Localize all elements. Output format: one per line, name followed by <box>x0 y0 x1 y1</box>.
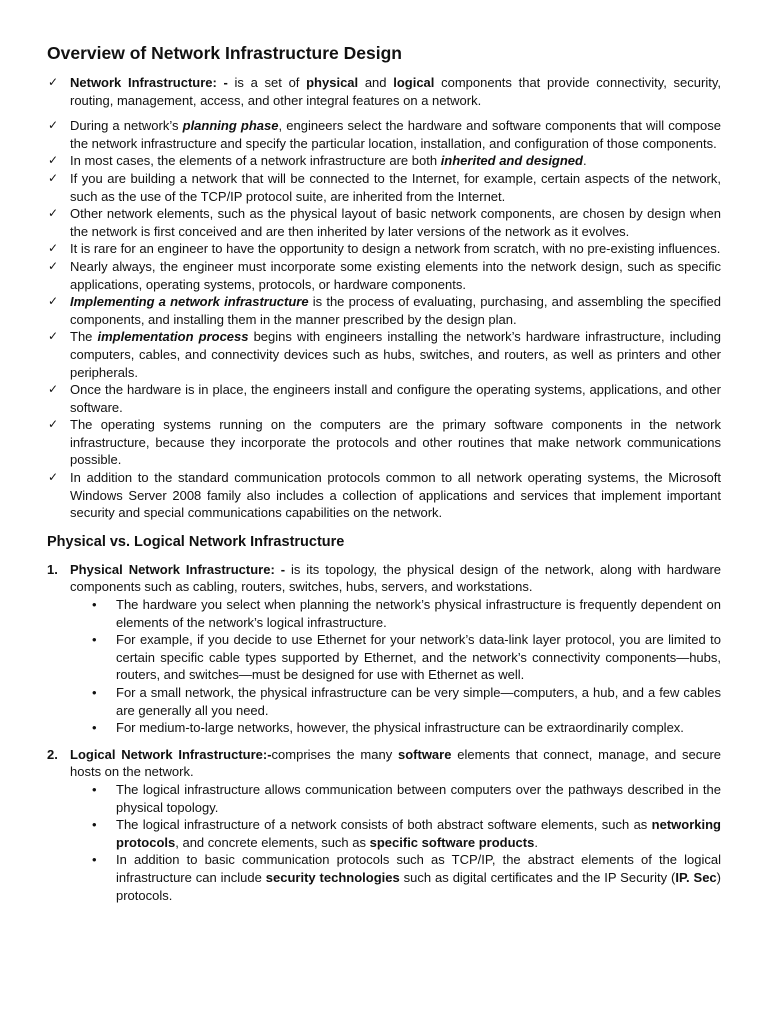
bullet-icon: • <box>92 685 97 700</box>
checklist-item <box>47 328 721 381</box>
emphasized-text: security technologies <box>265 869 400 885</box>
infrastructure-types-list <box>47 561 721 904</box>
checkmark-icon: ✓ <box>48 294 59 309</box>
bullet-item <box>92 684 721 719</box>
checklist-item <box>47 205 721 240</box>
checklist-item <box>47 293 721 328</box>
checkmark-icon: ✓ <box>48 417 59 432</box>
text-run: The <box>70 329 98 345</box>
page-title: Overview of Network Infrastructure Design <box>47 43 402 63</box>
text-run: and <box>358 75 394 90</box>
text-run: For medium-to-large networks, however, the physical infrastructure can be extraordinarily complex. <box>116 720 684 736</box>
checklist-item <box>47 416 721 469</box>
text-run: If you are building a network that will be connected to the Internet, for example, certain aspects of the network, such as the use of the TCP/IP protocol suite, are inherited from the Internet. <box>70 170 721 204</box>
text-run: . <box>534 834 538 850</box>
text-run: is its topology, the physical design of the network, along with hardware components such as cabling, routers, switches, hubs, servers, and workstations. <box>70 561 721 595</box>
checkmark-icon: ✓ <box>48 241 59 256</box>
bullet-item <box>92 596 721 631</box>
bullet-icon: • <box>92 817 97 833</box>
text-run: comprises the many <box>271 746 398 762</box>
bullet-icon: • <box>92 781 97 797</box>
bullet-item <box>92 781 721 816</box>
bullet-icon: • <box>92 720 97 736</box>
bullet-item <box>92 851 722 904</box>
checkmark-icon: ✓ <box>48 153 59 168</box>
numbered-item <box>47 746 721 904</box>
text-run: The hardware you select when planning the network’s physical infrastructure is frequently dependent on elements of the network’s logical infrastructure. <box>116 597 721 630</box>
checklist-item <box>47 469 721 522</box>
text-run: During a network’s <box>70 118 183 134</box>
checklist-item <box>47 74 721 109</box>
emphasized-text: Implementing a network infrastructure <box>70 294 309 310</box>
emphasized-text: software <box>397 746 452 762</box>
item-number: 1. <box>47 561 58 577</box>
text-run: is the process of evaluating, purchasing, and assembling the specified components, and installing them in the manner prescribed by the design plan. <box>70 294 722 327</box>
checkmark-icon: ✓ <box>48 75 59 89</box>
checklist-item <box>47 152 721 170</box>
text-run: The operating systems running on the computers are the primary software components in the network infrastructure, because they incorporate the protocols and other routines that make network communications possible. <box>70 417 721 468</box>
bullet-list <box>70 596 721 737</box>
text-run: Other network elements, such as the physical layout of basic network components, are chosen by design when the network is first conceived and are then inherited by later versions of the network as it evolves. <box>70 206 721 239</box>
emphasized-text: networking protocols <box>116 817 721 850</box>
emphasized-text: physical <box>306 75 359 90</box>
emphasized-text: planning phase <box>182 118 279 134</box>
checkmark-icon: ✓ <box>48 118 59 133</box>
emphasized-text: logical <box>393 75 435 90</box>
checkmark-icon: ✓ <box>48 329 59 344</box>
checklist-item <box>47 170 721 205</box>
overview-checklist <box>47 74 721 522</box>
bullet-icon: • <box>92 852 97 868</box>
checklist-item <box>47 117 721 152</box>
checkmark-icon: ✓ <box>48 382 59 397</box>
item-definition <box>70 561 721 596</box>
bullet-list <box>70 781 721 904</box>
text-run: The logical infrastructure of a network consists of both abstract software elements, such as <box>116 817 652 833</box>
bullet-item <box>92 631 721 684</box>
bullet-item <box>92 816 721 851</box>
text-run: In addition to basic communication protocols such as TCP/IP, the abstract elements of the logical infrastructure can include <box>116 852 721 885</box>
text-run: In most cases, the elements of a network infrastructure are both <box>70 153 441 169</box>
emphasized-text: Logical Network Infrastructure:- <box>70 746 272 762</box>
bullet-icon: • <box>92 632 97 648</box>
emphasized-text: Physical Network Infrastructure: - <box>70 561 291 577</box>
text-run: In addition to the standard communication protocols common to all network operating systems, the Microsoft Windows Server 2008 family also includes a collection of applications and services that implement important security and special communications capabilities on the network. <box>70 470 721 521</box>
checkmark-icon: ✓ <box>48 170 59 185</box>
text-run: It is rare for an engineer to have the opportunity to design a network from scratch, with no pre-existing influences. <box>70 241 721 257</box>
text-run: The logical infrastructure allows communication between computers over the pathways described in the physical topology. <box>116 781 721 815</box>
emphasized-text: implementation process <box>97 329 249 345</box>
text-run: components that provide connectivity, security, routing, management, access, and other integral features on a network. <box>70 75 721 108</box>
emphasized-text: IP. Sec <box>675 869 717 885</box>
text-run: For example, if you decide to use Ethernet for your network’s data-link layer protocol, you are limited to certain specific cable types supported by Ethernet, and the network’s connectivity components—hubs, routers, and switches—must be designed for use with Ethernet as well. <box>116 632 721 683</box>
text-run: elements that connect, manage, and secure hosts on the network. <box>70 746 722 780</box>
checkmark-icon: ✓ <box>48 206 59 221</box>
text-run: . <box>582 153 587 169</box>
text-run: , and concrete elements, such as <box>175 834 370 850</box>
checklist-item <box>47 381 721 416</box>
emphasized-text: inherited and designed <box>440 153 583 169</box>
bullet-icon: • <box>92 597 97 613</box>
text-run: , engineers select the hardware and software components that will compose the network infrastructure and specify the particular location, installation, and configuration of those components. <box>70 118 721 151</box>
text-run: is a set of <box>234 75 307 90</box>
text-run: such as digital certificates and the IP Security ( <box>399 869 676 885</box>
text-run: Once the hardware is in place, the engineers install and configure the operating systems, applications, and other software. <box>70 382 721 415</box>
bullet-item <box>92 719 721 737</box>
emphasized-text: Network Infrastructure: - <box>70 75 235 90</box>
checkmark-icon: ✓ <box>48 258 59 273</box>
numbered-item <box>47 561 721 737</box>
text-run: ) protocols. <box>116 869 722 903</box>
text-run: begins with engineers installing the network’s hardware infrastructure, including computers, cables, and connectivity devices such as hubs, switches, and routers, as well as printers and other peripherals. <box>70 329 722 380</box>
text-run: Nearly always, the engineer must incorporate some existing elements into the network design, such as specific applications, operating systems, protocols, or hardware components. <box>70 258 721 292</box>
emphasized-text: specific software products <box>369 834 535 850</box>
item-number: 2. <box>47 746 58 762</box>
checkmark-icon: ✓ <box>48 470 59 485</box>
checklist-item <box>47 240 721 258</box>
checklist-item <box>47 258 721 293</box>
section-title: Physical vs. Logical Network Infrastructure <box>47 533 345 550</box>
item-definition <box>70 746 721 781</box>
text-run: For a small network, the physical infrastructure can be very simple—computers, a hub, and a few cables are generally all you need. <box>116 685 721 718</box>
